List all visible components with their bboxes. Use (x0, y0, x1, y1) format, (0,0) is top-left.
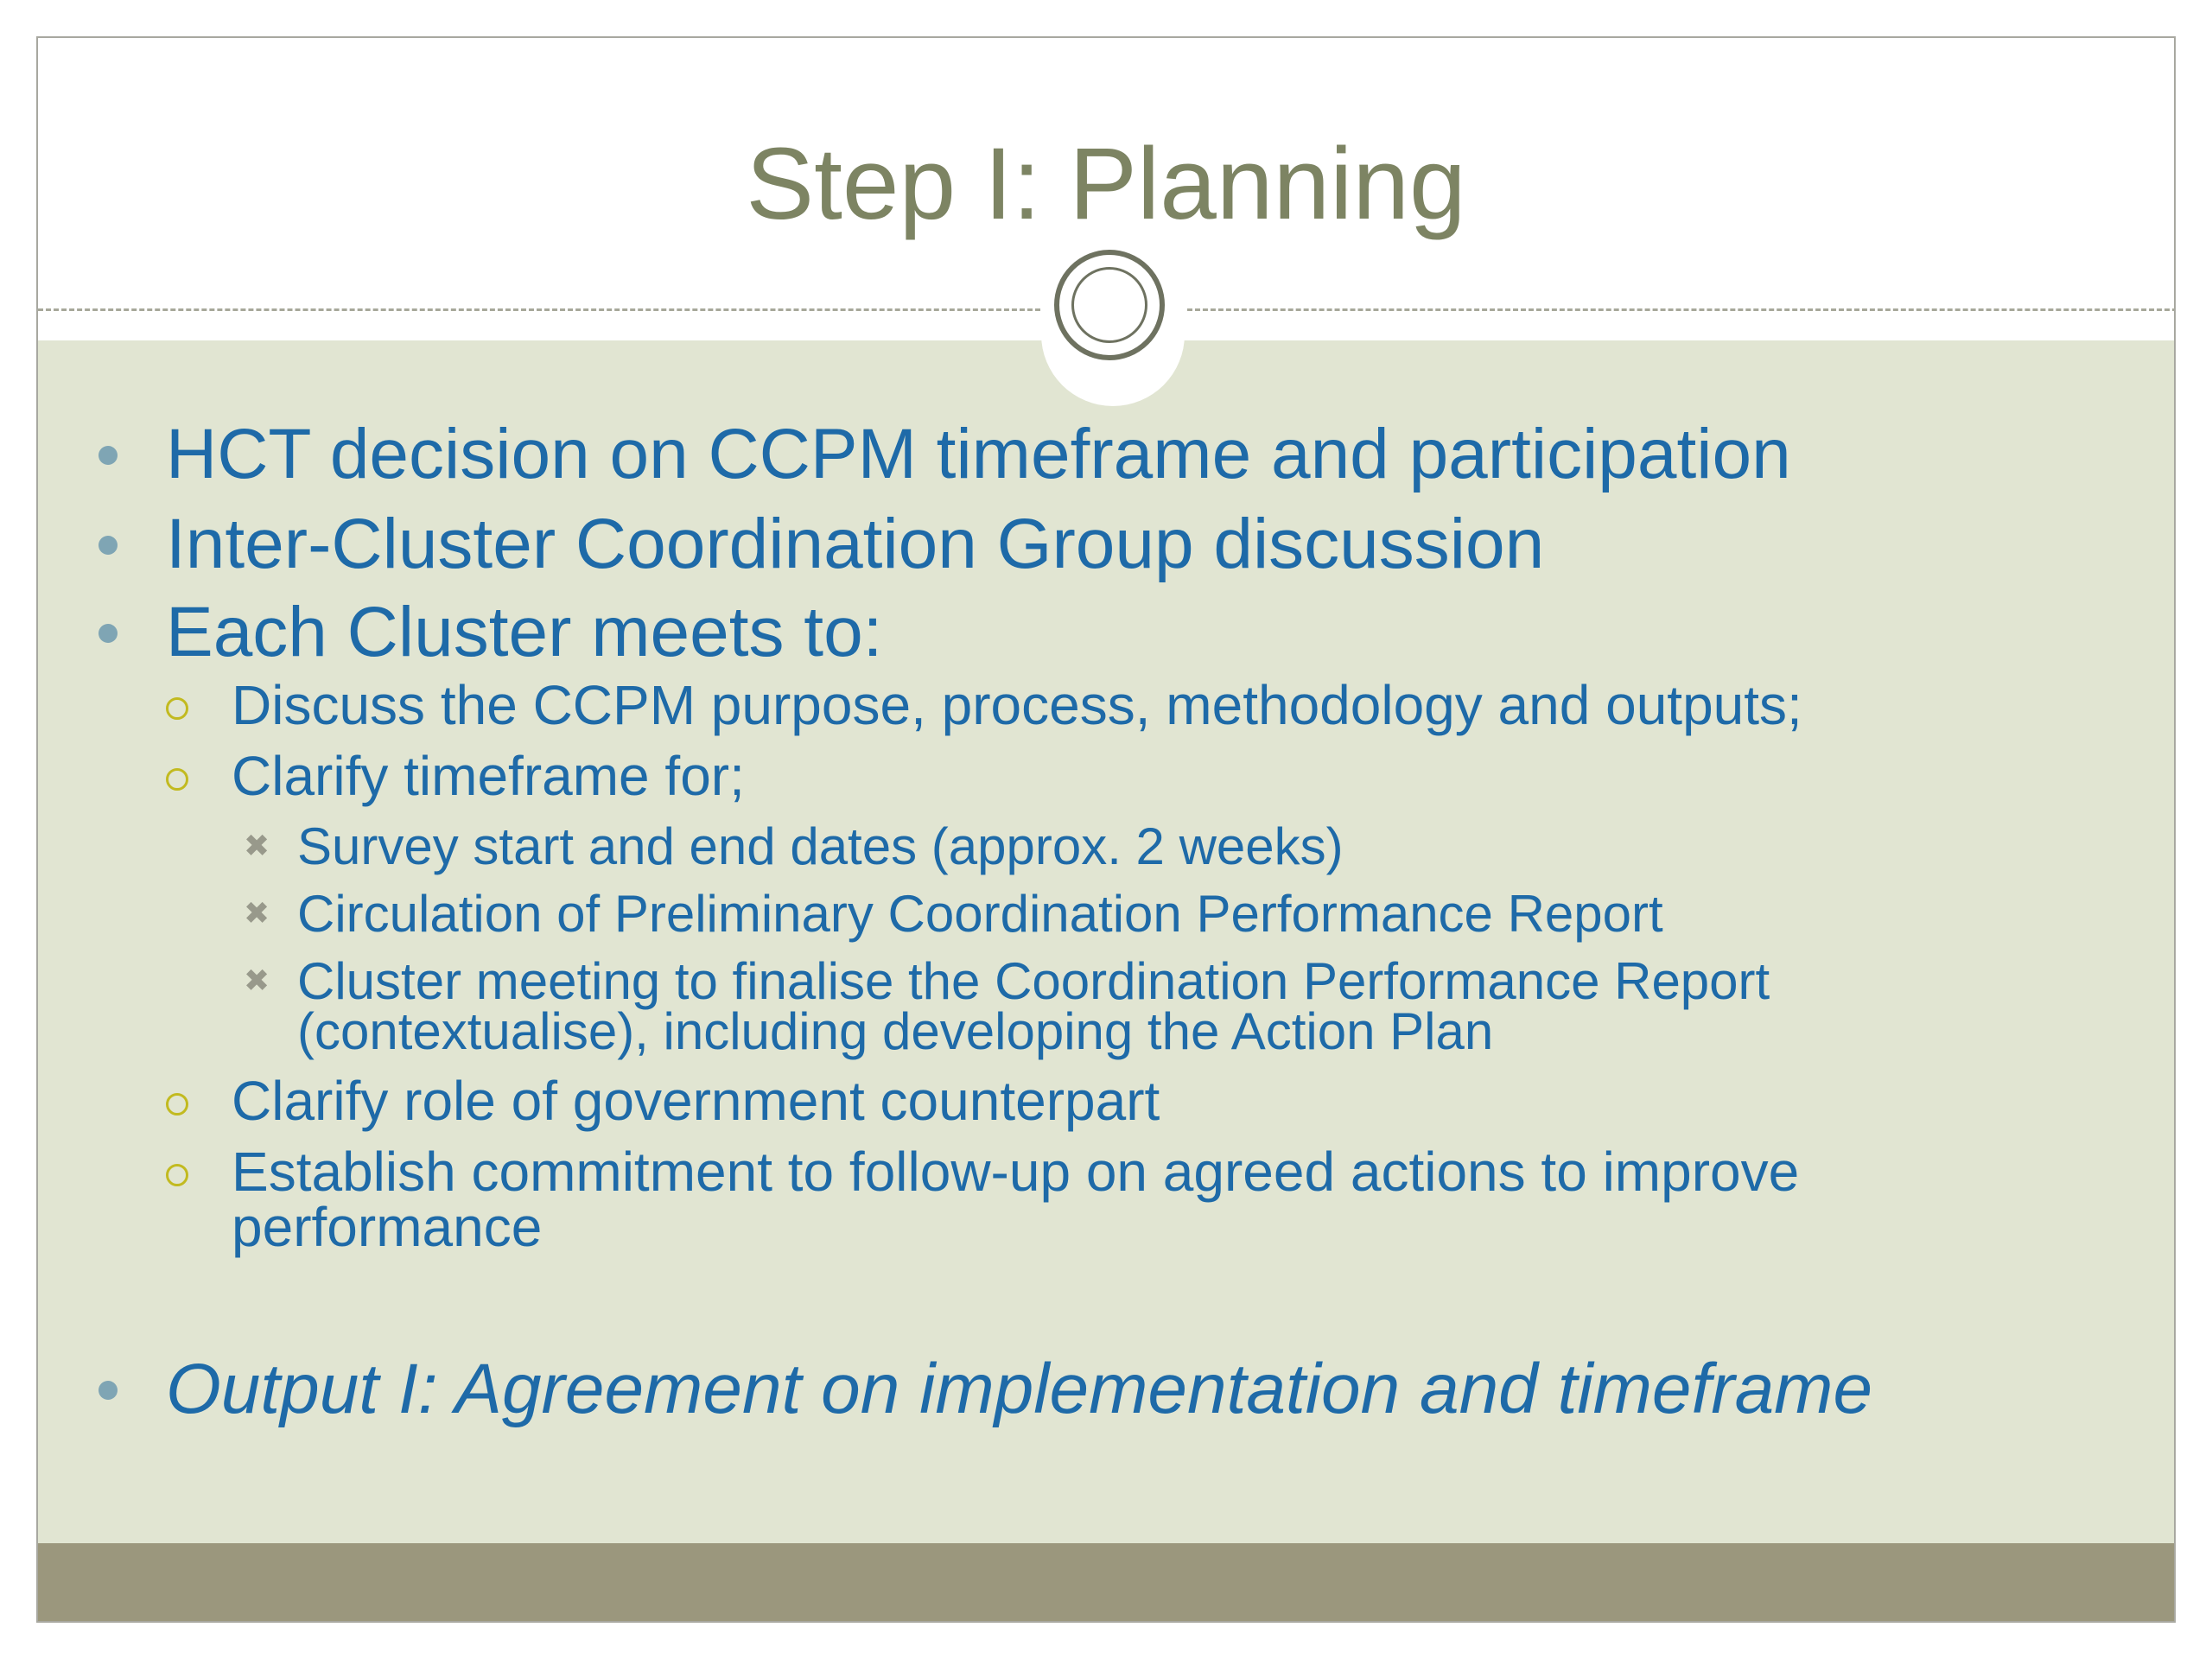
star-bullet-icon: ✖ (244, 896, 270, 931)
sub-bullet-text: Establish commitment to follow-up on agreed actions to improve (232, 1141, 1800, 1203)
sub-bullet-clarify-timeframe (232, 745, 745, 807)
star-bullet-icon: ✖ (244, 829, 270, 864)
sub-sub-bullet-text: (contextualise), including developing the Action Plan (297, 1002, 1494, 1060)
bullet-text: Inter-Cluster Coordination Group discussion (166, 505, 1545, 583)
ring-bullet-icon (166, 697, 188, 720)
sub-sub-bullet-text: Survey start and end dates (approx. 2 weeks) (297, 817, 1344, 875)
bullet-dot-icon (99, 536, 118, 555)
sub-sub-bullet-survey-dates (244, 817, 1344, 875)
title-divider-left (38, 308, 1040, 311)
sub-bullet-text: Clarify role of government counterpart (232, 1070, 1160, 1132)
sub-bullet-commitment-cont (232, 1196, 543, 1258)
footer-band (38, 1543, 2174, 1621)
star-bullet-icon: ✖ (244, 963, 270, 999)
ring-bullet-icon (166, 768, 188, 791)
sub-sub-bullet-cluster-meeting (244, 952, 1770, 1010)
content-area (38, 340, 2174, 1554)
bullet-output (166, 1346, 1872, 1433)
title-divider-right (1187, 308, 2176, 311)
ring-bullet-icon (166, 1164, 188, 1186)
sub-bullet-text: performance (232, 1196, 543, 1258)
ring-bullet-icon (166, 1093, 188, 1116)
bullet-text: Each Cluster meets to: (166, 593, 883, 671)
sub-sub-bullet-circulation (244, 885, 1663, 943)
bullet-dot-icon (99, 446, 118, 465)
sub-bullet-discuss (232, 674, 1802, 736)
slide (36, 36, 2176, 1623)
bullet-hct-decision (166, 411, 1791, 498)
bullet-text: HCT decision on CCPM timeframe and participation (166, 415, 1791, 493)
bullet-inter-cluster (166, 501, 1544, 588)
sub-sub-bullet-cluster-meeting-cont (297, 1002, 1494, 1060)
sub-bullet-text: Discuss the CCPM purpose, process, methodology and outputs; (232, 674, 1802, 736)
slide-title: Step I: Planning (746, 127, 1466, 241)
output-text: Output I: Agreement on implementation and timeframe (166, 1350, 1873, 1428)
bullet-dot-icon (99, 1381, 118, 1400)
double-ring-icon (1054, 250, 1165, 360)
sub-bullet-government-role (232, 1070, 1160, 1132)
sub-bullet-commitment (232, 1141, 1800, 1203)
bullet-dot-icon (99, 624, 118, 643)
sub-bullet-text: Clarify timeframe for; (232, 745, 745, 807)
inner-ring-icon (1071, 267, 1147, 343)
bullet-each-cluster (166, 589, 882, 676)
sub-sub-bullet-text: Cluster meeting to finalise the Coordination Performance Report (297, 952, 1770, 1010)
sub-sub-bullet-text: Circulation of Preliminary Coordination Performance Report (297, 885, 1663, 943)
